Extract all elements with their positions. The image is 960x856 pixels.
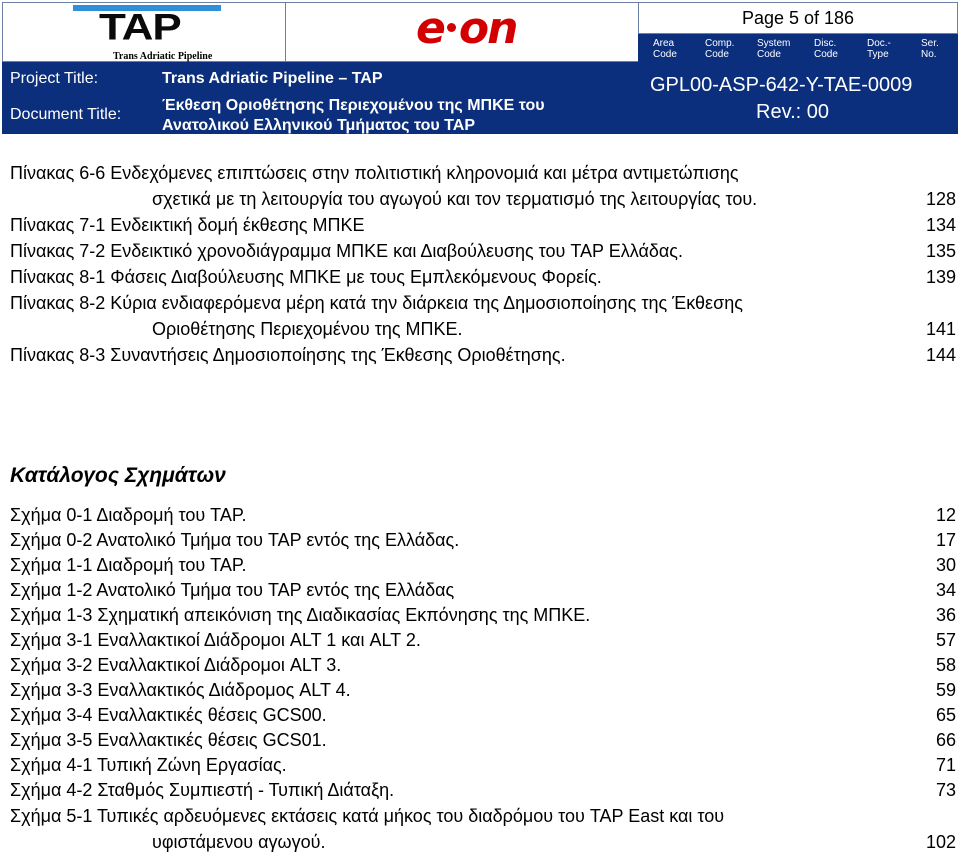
document-title-value: Έκθεση Οριοθέτησης Περιεχομένου της ΜΠΚΕ του Ανατολικού Ελληνικού Τμήματος του TAP: [162, 97, 545, 134]
eon-logo-cell: [286, 2, 638, 62]
toc-page-number: 73: [935, 780, 956, 800]
code-area: Area Code: [653, 38, 677, 60]
code-headers: [638, 34, 958, 62]
toc-page-number: 134: [925, 215, 956, 235]
tap-logo: [2, 2, 286, 62]
document-title-label: Document Title:: [10, 106, 122, 123]
code-system: System Code: [757, 38, 791, 60]
toc-page-number: 36: [935, 605, 956, 625]
toc-page-number: 34: [935, 580, 956, 600]
toc-page-number: 128: [925, 189, 956, 209]
toc-page-number: 17: [935, 530, 956, 550]
toc-page-number: 65: [935, 705, 956, 725]
project-title-label: Project Title:: [10, 70, 99, 87]
document-header: [2, 2, 958, 134]
toc-page-number: 71: [935, 755, 956, 775]
toc-page-number: 12: [935, 505, 956, 525]
header-title-row: [2, 62, 958, 134]
code-disc: Disc. Code: [814, 38, 838, 60]
toc-page-number: 57: [935, 630, 956, 650]
eon-logo: e on: [416, 3, 517, 54]
figures-section-title: Κατάλογος Σχημάτων: [10, 464, 226, 487]
document-number: GPL00-ASP-642-Y-TAE-0009: [650, 74, 913, 96]
toc-page-number: 102: [925, 832, 956, 852]
toc-page-number: 144: [925, 345, 956, 365]
tap-logo-text: TAP: [99, 6, 181, 49]
toc-page-number: 135: [925, 241, 956, 261]
toc-page-number: 30: [935, 555, 956, 575]
toc-page-number: 139: [925, 267, 956, 287]
header-top-row: [2, 2, 958, 62]
code-ser-no: Ser. No.: [921, 38, 939, 60]
tap-logo-subtitle: Trans Adriatic Pipeline: [113, 51, 213, 62]
project-title-value: Trans Adriatic Pipeline – TAP: [162, 70, 383, 87]
code-doc-type: Doc.- Type: [867, 38, 891, 60]
toc-page-number: 66: [935, 730, 956, 750]
toc-page-number: 58: [935, 655, 956, 675]
code-comp: Comp. Code: [705, 38, 735, 60]
page-indicator: Page 5 of 186: [638, 2, 958, 34]
toc-page-number: 59: [935, 680, 956, 700]
toc-page-number: 141: [925, 319, 956, 339]
revision: Rev.: 00: [756, 101, 829, 123]
